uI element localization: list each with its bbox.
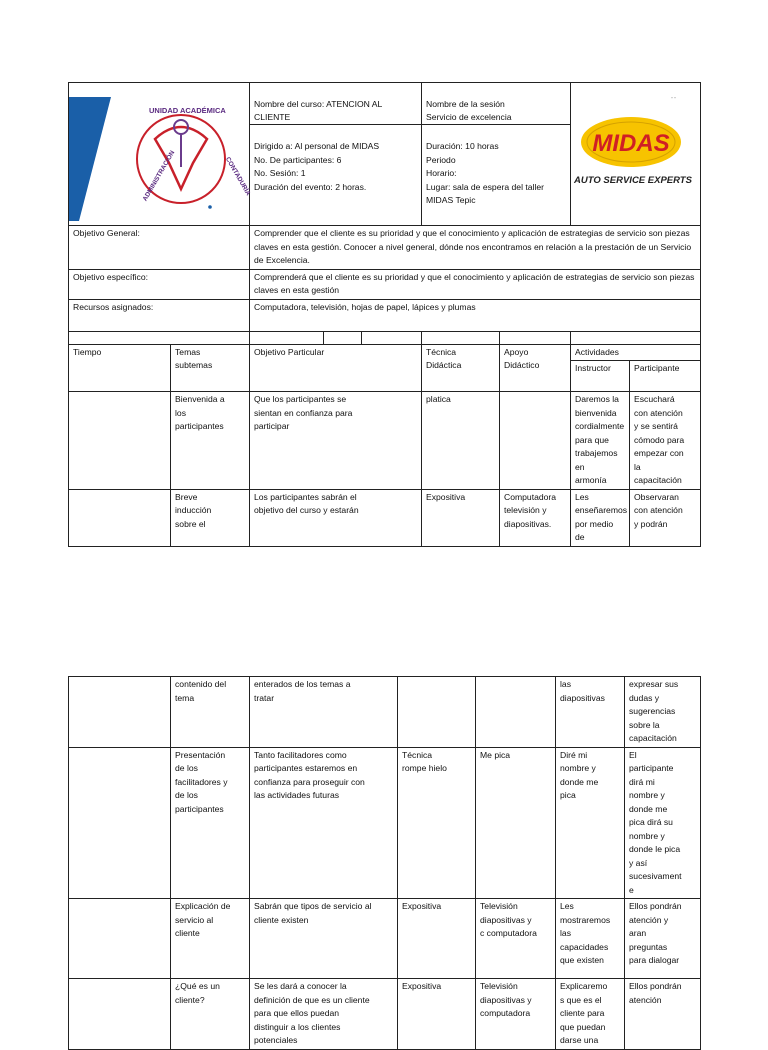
apoyo-cell (500, 392, 571, 490)
column-header-participante: Participante (630, 361, 701, 392)
logo-dot (208, 205, 212, 209)
tiempo-cell (69, 489, 171, 546)
table-row (69, 979, 701, 1050)
column-header-tecnica: Técnica Didáctica (422, 344, 500, 392)
session-details: Duración: 10 horas Periodo Horario: Lugar: sala de espera del taller MIDAS Tepic (426, 141, 545, 205)
column-header-apoyo: Apoyo Didáctico (500, 344, 571, 392)
midas-tagline: AUTO SERVICE EXPERTS (574, 174, 692, 186)
participante-cell: Observaran con atención y podrán (630, 489, 701, 546)
course-plan-table-page-1 (68, 82, 701, 547)
tiempo-cell (69, 979, 171, 1050)
objetivo-cell: Los participantes sabrán el objetivo del curso y estarán (250, 489, 422, 546)
objetivo-cell: enterados de los temas a tratar (250, 677, 398, 748)
course-details: Dirigido a: Al personal de MIDAS No. De participantes: 6 No. Sesión: 1 Duración del evento: 2 horas. (254, 141, 380, 192)
column-header-temas: Temas subtemas (171, 344, 250, 392)
table-row (69, 392, 701, 490)
table-row (69, 747, 701, 899)
apoyo-cell: Televisión diapositivas y computadora (476, 979, 556, 1050)
participante-cell: Ellos pondrán atención y aran preguntas para dialogar (625, 899, 701, 979)
university-logo (69, 97, 252, 221)
tema-cell: ¿Qué es un cliente? (171, 979, 250, 1050)
tecnica-cell: Técnica rompe hielo (398, 747, 476, 899)
blue-stripe-shape (69, 97, 111, 221)
midas-logo-cell (571, 83, 701, 226)
objetivo-cell: Que los participantes se sientan en confianza para participar (250, 392, 422, 490)
general-objective-text: Comprender que el cliente es su prioridad y que el conocimiento y aplicación de estrategias de servicio son piezas claves en esta gestión. Conocer a nivel general, dónde nos encontramos en relación a la prestación de un Servicio de Excelencia. (250, 226, 701, 270)
midas-logo (571, 97, 699, 221)
instructor-cell: Diré mi nombre y donde me pica (556, 747, 625, 899)
table-row (69, 677, 701, 748)
logo-text-top: UNIDAD ACADÉMICA (149, 105, 226, 115)
tiempo-cell (69, 747, 171, 899)
empty-cell (250, 331, 324, 344)
instructor-cell: Les enseñaremos por medio de (571, 489, 630, 546)
empty-cell (422, 331, 500, 344)
participante-cell: El participante dirá mi nombre y donde me pica dirá su nombre y donde le pica y así sucesivament e (625, 747, 701, 899)
column-header-tiempo: Tiempo (69, 344, 171, 392)
corner-mark: " " (671, 96, 676, 103)
session-info-cell (422, 83, 571, 226)
specific-objective-text: Comprenderá que el cliente es su prioridad y que el conocimiento y aplicación de estrategias de servicio son piezas claves en esta gestión (250, 269, 701, 299)
column-header-objetivo: Objetivo Particular (250, 344, 422, 392)
tema-cell: Breve inducción sobre el (171, 489, 250, 546)
tecnica-cell: platica (422, 392, 500, 490)
resources-text: Computadora, televisión, hojas de papel, lápices y plumas (250, 299, 701, 331)
tiempo-cell (69, 392, 171, 490)
instructor-cell: Daremos la bienvenida cordialmente para que trabajemos en armonía (571, 392, 630, 490)
apoyo-cell: Televisión diapositivas y c computadora (476, 899, 556, 979)
empty-cell (500, 331, 571, 344)
tiempo-cell (69, 899, 171, 979)
tema-cell: contenido del tema (171, 677, 250, 748)
objetivo-cell: Se les dará a conocer la definición de que es un cliente para que ellos puedan distinguir a los clientes potenciales (250, 979, 398, 1050)
empty-cell (324, 331, 362, 344)
participante-cell: Ellos pondrán atención (625, 979, 701, 1050)
empty-cell (69, 331, 250, 344)
empty-cell (571, 331, 701, 344)
table-row (69, 489, 701, 546)
tiempo-cell (69, 677, 171, 748)
logo-text-left: ADMINISTRACIÓN (141, 149, 177, 202)
course-info-cell (250, 83, 422, 226)
course-name: Nombre del curso: ATENCION AL CLIENTE (250, 97, 421, 125)
instructor-cell: las diapositivas (556, 677, 625, 748)
objetivo-cell: Tanto facilitadores como participantes estaremos en confianza para proseguir con las actividades futuras (250, 747, 398, 899)
tema-cell: Bienvenida a los participantes (171, 392, 250, 490)
objetivo-cell: Sabrán que tipos de servicio al cliente existen (250, 899, 398, 979)
apoyo-cell: Computadora televisión y diapositivas. (500, 489, 571, 546)
instructor-cell: Les mostraremos las capacidades que existen (556, 899, 625, 979)
participante-cell: Escuchará con atención y se sentirá cómodo para empezar con la capacitación (630, 392, 701, 490)
participante-cell: expresar sus dudas y sugerencias sobre la capacitación (625, 677, 701, 748)
table-row (69, 899, 701, 979)
column-header-actividades: Actividades (571, 344, 701, 361)
general-objective-label: Objetivo General: (69, 226, 250, 270)
tecnica-cell: Expositiva (398, 899, 476, 979)
tecnica-cell (398, 677, 476, 748)
column-header-instructor: Instructor (571, 361, 630, 392)
session-name: Nombre de la sesión Servicio de excelencia (422, 97, 570, 125)
logo-text-right: CONTADURÍA (223, 155, 252, 197)
tecnica-cell: Expositiva (422, 489, 500, 546)
tema-cell: Explicación de servicio al cliente (171, 899, 250, 979)
course-plan-table-page-2 (68, 676, 701, 1050)
apoyo-cell: Me pica (476, 747, 556, 899)
university-logo-cell (69, 83, 250, 226)
specific-objective-label: Objetivo específico: (69, 269, 250, 299)
apoyo-cell (476, 677, 556, 748)
midas-wordmark: MIDAS (592, 129, 670, 157)
tema-cell: Presentación de los facilitadores y de los participantes (171, 747, 250, 899)
empty-cell (362, 331, 422, 344)
instructor-cell: Explicaremo s que es el cliente para que puedan darse una (556, 979, 625, 1050)
tecnica-cell: Expositiva (398, 979, 476, 1050)
resources-label: Recursos asignados: (69, 299, 250, 331)
